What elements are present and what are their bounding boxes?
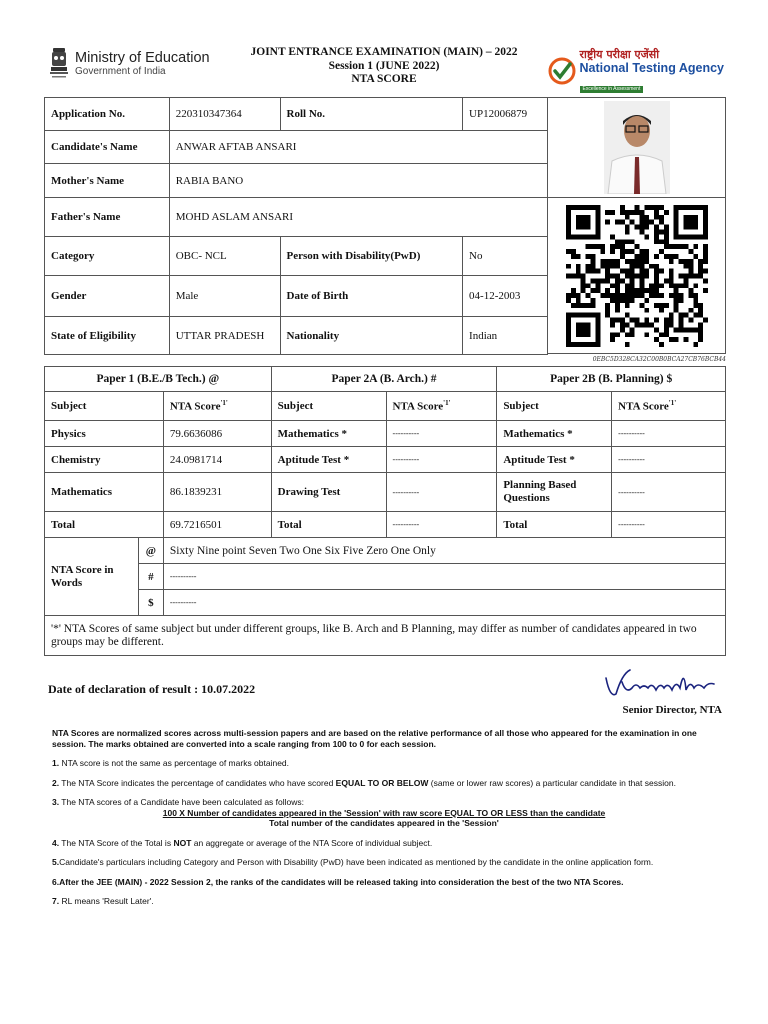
nationality-value: Indian [463,317,548,355]
p2a-subject: Aptitude Test * [271,447,386,473]
nta-logo [548,48,724,94]
p1-subject: Total [45,512,164,538]
category-value: OBC- NCL [169,237,280,276]
qr-modules [566,205,708,347]
p1-score: 69.7216501 [163,512,271,538]
national-emblem-icon [48,46,70,82]
p1-score: 86.1839231 [163,473,271,512]
p1-subject: Chemistry [45,447,164,473]
score-formula [52,808,716,829]
p1-subject-header: Subject [45,392,164,421]
notes-intro: NTA Scores are normalized scores across multi-session papers and are based on the relative performance of all those who appeared for the examination in one session. The marks obtained are converted into a scale ranging from 100 to 0 for each session. [52,728,697,749]
p1-subject: Physics [45,421,164,447]
name-value: ANWAR AFTAB ANSARI [169,131,547,164]
father-label: Father's Name [45,198,170,237]
words-symbol: # [138,564,163,590]
p2a-subject-header: Subject [271,392,386,421]
application-label: Application No. [45,98,170,131]
candidate-details-table [44,97,548,355]
nta-check-icon [548,57,576,85]
p2a-score: ---------- [386,473,497,512]
paper1-title: Paper 1 (B.E./B Tech.) @ [45,367,272,392]
dob-value: 04-12-2003 [463,276,548,317]
p1-subject: Mathematics [45,473,164,512]
qr-cell [548,197,726,354]
document-title [214,46,554,87]
p2b-subject-header: Subject [497,392,612,421]
table-row [45,564,726,590]
p2b-score: ---------- [612,473,726,512]
pwd-value: No [463,237,548,276]
father-value: MOHD ASLAM ANSARI [169,198,547,237]
pwd-label: Person with Disability(PwD) [280,237,463,276]
application-value: 220310347364 [169,98,280,131]
title-line-3: NTA SCORE [351,73,417,85]
qr-code-icon [566,203,708,349]
nta-hindi-name: राष्ट्रीय परीक्षा एजेंसी [579,48,660,61]
note-5: 5.Candidate's particulars including Category and Person with Disability (PwD) have been indicated as mentioned by the candidate in the online application form. [52,857,654,867]
p1-score: 24.0981714 [163,447,271,473]
nta-tagline: Excellence in Assessment [580,86,644,93]
p2b-score: ---------- [612,447,726,473]
table-row [45,98,548,131]
note-6: 6.After the JEE (MAIN) - 2022 Session 2, the ranks of the candidates will be released taking into consideration the best of the two NTA Scores. [52,876,624,887]
name-label: Candidate's Name [45,131,170,164]
table-row [45,164,548,198]
p2a-subject: Drawing Test [271,473,386,512]
table-row [45,512,726,538]
table-row [45,131,548,164]
table-row [45,317,548,355]
note-1: 1. NTA score is not the same as percentage of marks obtained. [52,758,290,768]
candidate-photo [604,101,670,194]
nta-scores-table [44,366,726,656]
title-line-2: Session 1 (JUNE 2022) [328,59,440,72]
p1-score: 79.6636086 [163,421,271,447]
p2b-subject: Aptitude Test * [497,447,612,473]
dob-label: Date of Birth [280,276,463,317]
gender-label: Gender [45,276,170,317]
table-header-row [45,367,726,392]
title-line-1: JOINT ENTRANCE EXAMINATION (MAIN) – 2022 [250,46,518,58]
p2b-score: ---------- [612,421,726,447]
note-3: 3. The NTA scores of a Candidate have been calculated as follows: [52,797,305,807]
table-row [45,616,726,656]
words-text: ---------- [163,564,725,590]
qr-code-text: 0EBC5D328CA32C00B0BCA27CB76BCB44 [592,356,726,363]
nationality-label: Nationality [280,317,463,355]
signature [600,664,720,702]
p2b-subject: Planning Based Questions [497,473,612,512]
nta-english-name: National Testing Agency [579,61,724,75]
p2a-score: ---------- [386,512,497,538]
p1-score-header: NTA Score$^{'1'}$ [163,392,271,421]
mother-label: Mother's Name [45,164,170,198]
declaration-date: Date of declaration of result : 10.07.2022 [48,682,256,696]
note-2: 2. The NTA Score indicates the percentage of candidates who have scored EQUAL TO OR BELOW (same or lower raw scores) a particular candidate in that session. [52,777,676,788]
note-7: 7. RL means 'Result Later'. [52,896,154,906]
p2b-subject: Total [497,512,612,538]
paper2a-title: Paper 2A (B. Arch.) # [271,367,497,392]
roll-value: UP12006879 [463,98,548,131]
photo-cell [548,97,726,198]
gender-value: Male [169,276,280,317]
column-header-row [45,392,726,421]
formula-numerator: 100 X Number of candidates appeared in the 'Session' with raw score EQUAL TO OR LESS than the candidate [162,807,606,818]
p2b-score-header: NTA Score$^{'1'}$ [612,392,726,421]
table-row [45,198,548,237]
p2b-score: ---------- [612,512,726,538]
table-row [45,538,726,564]
paper2b-title: Paper 2B (B. Planning) $ [497,367,726,392]
state-value: UTTAR PRADESH [169,317,280,355]
ministry-name: Ministry of Education [75,50,210,66]
words-label: NTA Score in Words [45,538,139,616]
table-row [45,447,726,473]
table-row [45,473,726,512]
footnote: '*' NTA Scores of same subject but under different groups, like B. Arch and B Planning, may differ as number of candidates appeared in two groups may be different. [45,616,726,656]
p2a-score: ---------- [386,421,497,447]
words-text: Sixty Nine point Seven Two One Six Five Zero One Only [163,538,725,564]
notes-section [52,728,716,916]
state-label: State of Eligibility [45,317,170,355]
p2a-score: ---------- [386,447,497,473]
roll-label: Roll No. [280,98,463,131]
p2b-subject: Mathematics * [497,421,612,447]
table-row [45,590,726,616]
p2a-score-header: NTA Score$^{'1'}$ [386,392,497,421]
category-label: Category [45,237,170,276]
words-symbol: $ [138,590,163,616]
document-header [44,42,726,92]
p2a-subject: Total [271,512,386,538]
table-row [45,276,548,317]
words-symbol: @ [138,538,163,564]
mother-value: RABIA BANO [169,164,547,198]
note-4: 4. The NTA Score of the Total is NOT an aggregate or average of the NTA Score of individual subject. [52,837,433,848]
table-row [45,237,548,276]
words-text: ---------- [163,590,725,616]
formula-denominator: Total number of the candidates appeared in the 'Session' [269,818,499,828]
signatory-designation: Senior Director, NTA [622,704,722,716]
ministry-logo [48,46,210,82]
table-row [45,421,726,447]
government-name: Government of India [75,66,166,77]
p2a-subject: Mathematics * [271,421,386,447]
